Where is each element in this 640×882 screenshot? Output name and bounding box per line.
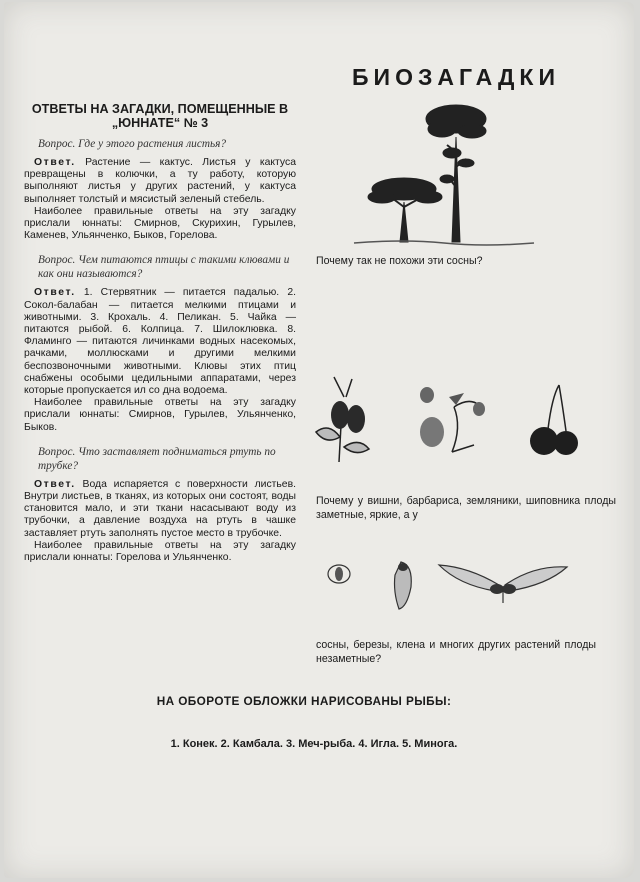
- fruits-caption-2: сосны, березы, клена и многих других растений плоды незаметные?: [316, 639, 596, 665]
- pine-trees-illustration: [344, 97, 544, 247]
- answer-3: [24, 479, 296, 540]
- answers-column: [24, 102, 296, 564]
- answer-block-1: [24, 137, 296, 242]
- question-2: Вопрос. Чем питаются птицы с такими клювами и как они называются?: [38, 254, 290, 281]
- answer-block-3: [24, 445, 296, 564]
- pines-caption: Почему так не похожи эти сосны?: [316, 255, 483, 267]
- answer-2: [24, 287, 296, 397]
- magazine-page: [4, 2, 634, 878]
- page-title: БИОЗАГАДКИ: [352, 64, 560, 90]
- fruits-caption-1: Почему у вишни, барбариса, земляники, шиповника плоды заметные, яркие, а у: [316, 495, 616, 521]
- question-1: Вопрос. Где у этого растения листья?: [38, 138, 227, 150]
- answer-2-text: 1. Стервятник — питается падалью. 2. Сокол-балабан — питается мелкими птицами и животными. 3. Крохаль. 4. Пеликан. 5. Чайка — питаются рыбой. 6. Колпица. 7. Шилоклювка. 8. Фламинго — питаются личинками водных насекомых, рачками, моллюсками и другими мелкими беспозвоночными животными. Клювы этих птиц снабжены особыми цедильными аппаратами, через которые пропускается ил со дна водоема.: [24, 287, 296, 397]
- answer-1-lead: Ответ.: [34, 157, 76, 168]
- question-3: Вопрос. Что заставляет подниматься ртуть по трубке?: [38, 445, 276, 472]
- dull-seeds-illustration: [319, 557, 599, 617]
- answers-header: ОТВЕТЫ НА ЗАГАДКИ, ПОМЕЩЕННЫЕ В „ЮННАТЕ“ № 3: [31, 102, 289, 130]
- fish-list: 1. Конек. 2. Камбала. 3. Меч-рыба. 4. Игла. 5. Минога.: [170, 738, 458, 750]
- winners-1: Наиболее правильные ответы на эту загадку прислали юннаты: Смирнов, Скурихин, Гурылев, Каменев, Ульянченко, Быков, Горелова.: [24, 205, 296, 242]
- answer-1: [24, 157, 296, 206]
- answer-block-2: [24, 253, 296, 433]
- answer-3-lead: Ответ.: [34, 478, 76, 490]
- bright-fruits-illustration: [304, 367, 604, 467]
- winners-2: Наиболее правильные ответы на эту загадку прислали юннаты: Смирнов, Гурылев, Ульянченко, Быков.: [24, 397, 296, 433]
- winners-3: Наиболее правильные ответы на эту загадку прислали юннаты: Горелова и Ульянченко.: [24, 539, 296, 564]
- answer-2-lead: Ответ.: [34, 287, 76, 299]
- answer-3-text: Вода испаряется с поверхности листьев. Внутри листьев, в тканях, из которых они состоят, воды становится мало, и эти ткани насасывают воду из трубочки, а давление воздуха на ртуть в чашке заставляет ртуть заполнять пустое место в трубочке.: [24, 478, 296, 539]
- fish-header: НА ОБОРОТЕ ОБЛОЖКИ НАРИСОВАНЫ РЫБЫ:: [156, 694, 452, 708]
- answer-1-text: Растение — кактус. Листья у кактуса превращены в колючки, а ту работу, которую выполняют листья у других растений, у кактуса выполняет толстый и мясистый зеленый стебель.: [24, 157, 296, 205]
